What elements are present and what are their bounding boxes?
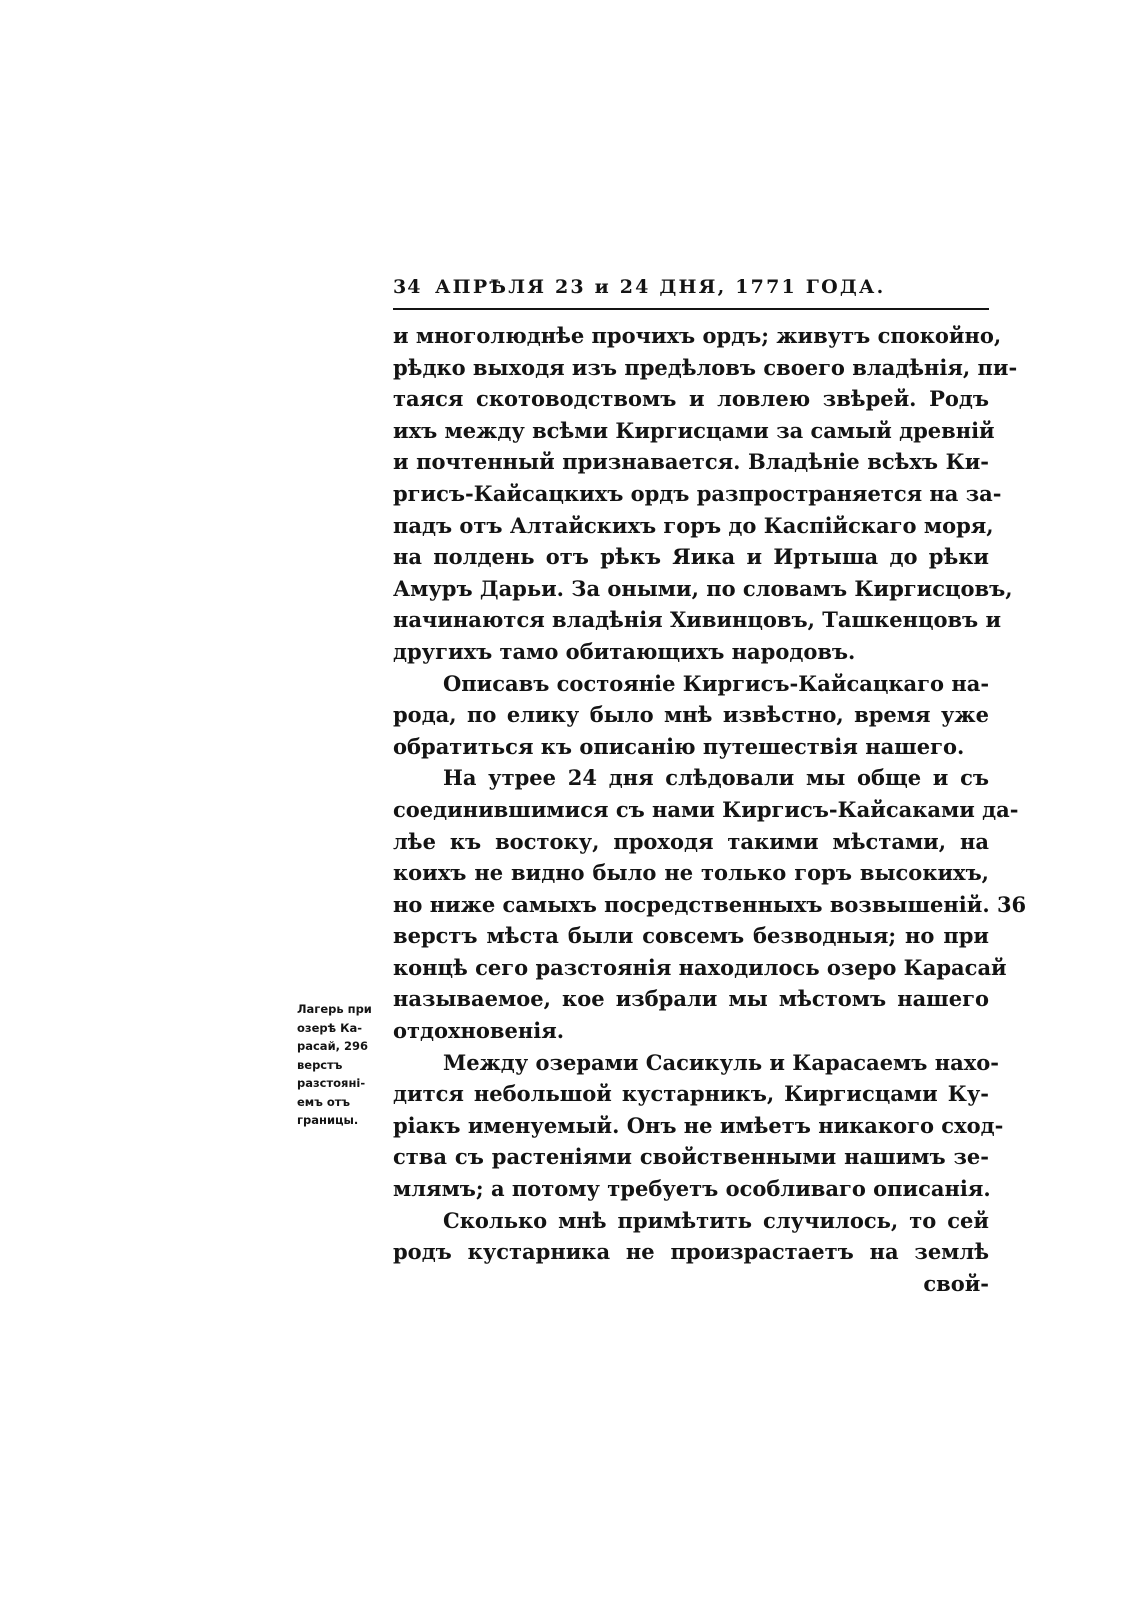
text-line: таяся скотоводствомъ и ловлею звѣрей. Родъ [393,386,989,412]
text-line: лѣе къ востоку, проходя такими мѣстами, на [393,828,989,854]
text-line: ихъ между всѣми Киргисцами за самый древній [393,417,995,443]
text-line: коихъ не видно было не только горъ высокихъ, [393,860,989,886]
margin-note-line: озерѣ Ка- [297,1020,363,1035]
header-rule [393,308,989,310]
text-line: другихъ тамо обитающихъ народовъ. [393,638,856,664]
text-line: На утрее 24 дня слѣдовали мы обще и съ [443,765,989,791]
text-line: начинаются владѣнія Хивинцовъ, Ташкенцовъ и [393,607,1002,633]
catchword: свой- [923,1270,989,1296]
text-line: обратиться къ описанію путешествія нашего. [393,733,965,759]
text-line: отдохновенія. [393,1018,565,1044]
text-line: Описавъ состояніе Киргисъ-Кайсацкаго на- [443,670,990,696]
text-line: верстъ мѣста были совсемъ безводныя; но при [393,923,989,949]
margin-note-line: разстояні- [297,1076,366,1090]
margin-note [297,1000,383,1130]
text-line: ргисъ-Кайсацкихъ ордъ разпространяется на за- [393,480,1002,506]
text-line: концѣ сего разстоянія находилось озеро Карасай [393,954,1007,980]
text-line: ріакъ именуемый. Онъ не имѣетъ никакого сход- [393,1112,1004,1138]
text-line: рѣдко выходя изъ предѣловъ своего владѣнія, пи- [393,354,1018,380]
running-head: АПРѢЛЯ 23 и 24 ДНЯ, 1771 ГОДА. [435,276,886,298]
text-line: Между озерами Сасикуль и Карасаемъ нахо- [443,1049,999,1075]
text-line: называемое, кое избрали мы мѣстомъ нашего [393,986,989,1012]
margin-note-line: расай, 296 [297,1039,369,1053]
text-line: и почтенный признавается. Владѣніе всѣхъ Ки- [393,449,989,475]
page-header [393,276,989,306]
text-line: и многолюднѣе прочихъ ордъ; живутъ спокойно, [393,323,1002,348]
text-line: падъ отъ Алтайскихъ горъ до Каспійскаго моря, [393,512,994,538]
text-line: дится небольшой кустарникъ, Киргисцами Ку- [393,1081,989,1107]
page-number: 34 [393,276,422,298]
text-line: Амуръ Дарьи. За оными, по словамъ Киргисцовъ, [393,575,1013,601]
text-line: соединившимися съ нами Киргисъ-Кайсаками да- [393,796,1019,822]
body-text [393,320,1027,1299]
margin-note-line: Лагерь при [297,1002,372,1016]
margin-note-line: верстъ [297,1057,343,1072]
margin-note-line: границы. [297,1113,359,1127]
text-line: ства съ растеніями свойственными нашимъ зе- [393,1144,989,1170]
text-line: но ниже самыхъ посредственныхъ возвышеній. 36 [393,891,1027,917]
text-line: Сколько мнѣ примѣтить случилось, то сей [443,1207,989,1233]
text-line: родъ кустарника не произрастаетъ на землѣ [393,1239,989,1265]
text-line: рода, по елику было мнѣ извѣстно, время уже [393,702,989,728]
text-line: на полдень отъ рѣкъ Яика и Иртыша до рѣки [393,544,989,570]
margin-note-line: емъ отъ [297,1094,351,1109]
text-line: млямъ; а потому требуетъ особливаго описанія. [393,1176,991,1202]
